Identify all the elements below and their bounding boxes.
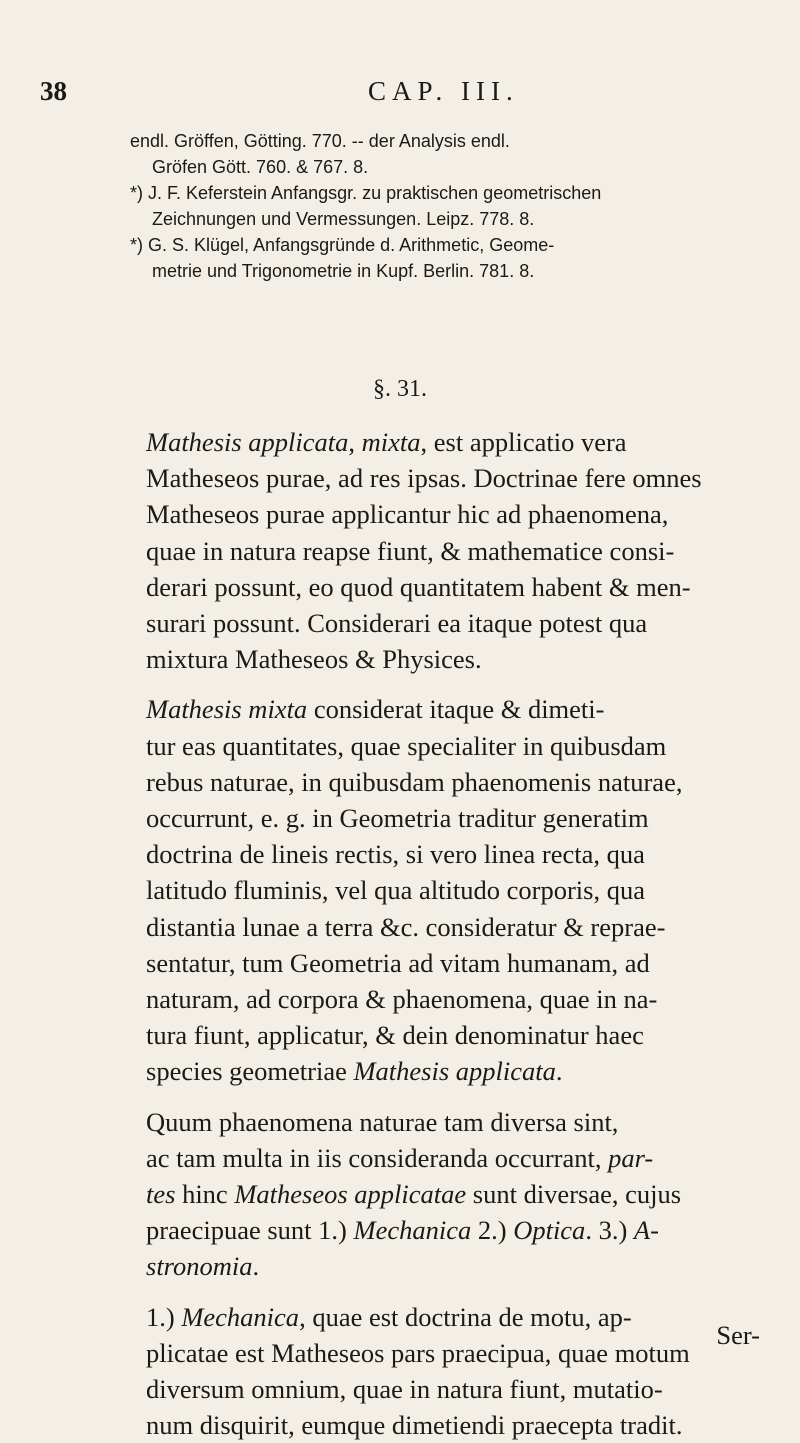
- page-header: [40, 76, 760, 116]
- text-line: doctrina de lineis rectis, si vero linea recta, qua: [146, 839, 645, 870]
- text-line: distantia lunae a terra &c. consideratur & reprae-: [146, 911, 666, 942]
- text-line: sentatur, tum Geometria ad vitam humanam, ad: [146, 947, 650, 978]
- text-line: Matheseos purae applicantur hic ad phaenomena,: [146, 499, 669, 530]
- text-line: num disquirit, eumque dimetiendi praecepta tradit.: [146, 1410, 683, 1441]
- text-line: Matheseos purae, ad res ipsas. Doctrinae fere omnes: [146, 463, 702, 494]
- bibliographic-references: [130, 128, 770, 284]
- text-line: plicatae est Matheseos pars praecipua, quae motum: [146, 1337, 690, 1368]
- reference-line: Zeichnungen und Vermessungen. Leipz. 778. 8.: [152, 209, 535, 229]
- reference-line: *) J. F. Keferstein Anfangsgr. zu praktischen geometrischen: [130, 183, 602, 203]
- text-line: rebus naturae, in quibusdam phaenomenis naturae,: [146, 766, 683, 797]
- paragraph: [112, 1104, 772, 1285]
- running-head: CAP. III.: [368, 76, 519, 106]
- text-line: species geometriae Mathesis applicata.: [146, 1056, 563, 1087]
- text-line: derari possunt, eo quod quantitatem habent & men-: [146, 571, 691, 602]
- paragraph: [112, 424, 772, 677]
- text-line: tur eas quantitates, quae specialiter in quibusdam: [146, 730, 667, 761]
- text-line: Quum phaenomena naturae tam diversa sint,: [146, 1106, 619, 1137]
- reference-entry: [130, 128, 770, 180]
- reference-line: Gröfen Gött. 760. & 767. 8.: [152, 157, 369, 177]
- text-line: diversum omnium, quae in natura fiunt, mutatio-: [146, 1374, 663, 1405]
- text-line: tes hinc Matheseos applicatae sunt diversae, cujus: [146, 1179, 682, 1210]
- text-line: praecipuae sunt 1.) Mechanica 2.) Optica. 3.) A-: [146, 1215, 659, 1246]
- text-line: tura fiunt, applicatur, & dein denominatur haec: [146, 1020, 644, 1051]
- body-text: [112, 424, 772, 1443]
- page-number: 38: [40, 76, 67, 106]
- reference-line: endl. Gröffen, Götting. 770. -- der Analysis endl.: [130, 131, 510, 151]
- section-heading: §. 31.: [373, 376, 427, 402]
- text-line: stronomia.: [146, 1251, 260, 1282]
- text-line: surari possunt. Considerari ea itaque potest qua: [146, 608, 648, 639]
- text-line: Mathesis applicata, mixta, est applicatio vera: [146, 427, 627, 457]
- text-line: quae in natura reapse fiunt, & mathematice consi-: [146, 535, 675, 566]
- text-line: naturam, ad corpora & phaenomena, quae in na-: [146, 984, 658, 1015]
- reference-entry: [130, 232, 770, 284]
- text-line: 1.) Mechanica, quae est doctrina de motu, ap-: [146, 1301, 632, 1332]
- reference-entry: [130, 180, 770, 232]
- text-line: occurrunt, e. g. in Geometria traditur generatim: [146, 803, 649, 834]
- text-line: latitudo fluminis, vel qua altitudo corporis, qua: [146, 875, 645, 906]
- reference-line: *) G. S. Klügel, Anfangsgründe d. Arithmetic, Geome-: [130, 235, 555, 255]
- text-line: mixtura Matheseos & Physices.: [146, 644, 482, 675]
- text-line: ac tam multa in iis consideranda occurrant, par-: [146, 1142, 654, 1173]
- paragraph: [112, 691, 772, 1089]
- text-line: Mathesis mixta considerat itaque & dimeti-: [146, 694, 605, 725]
- catchword: Ser-: [716, 1320, 760, 1350]
- reference-line: metrie und Trigonometrie in Kupf. Berlin. 781. 8.: [152, 261, 535, 281]
